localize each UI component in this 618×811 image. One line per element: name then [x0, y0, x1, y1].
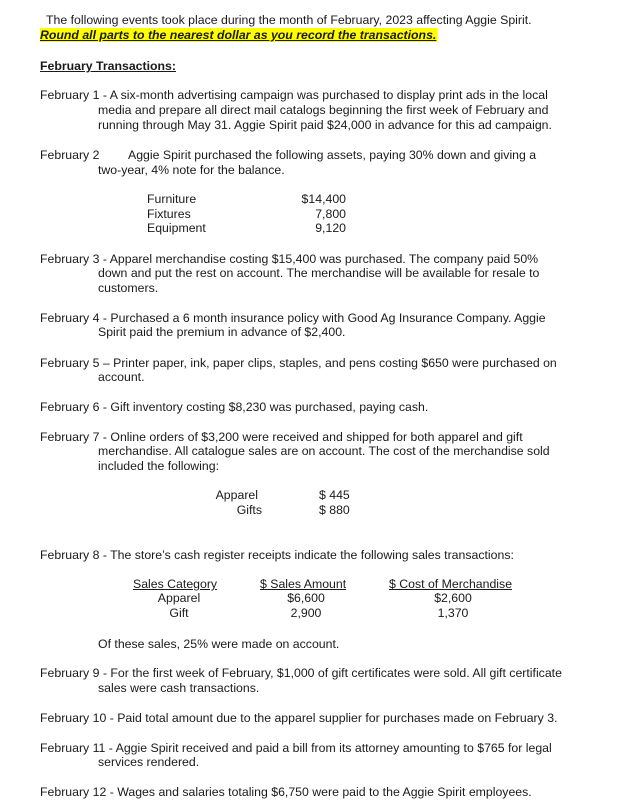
- header-cost-of-merchandise: $ Cost of Merchandise: [389, 577, 513, 591]
- feb12-line1: February 12 - Wages and salaries totaling $6,750 were paid to the Aggie Spirit employees.: [40, 785, 532, 799]
- round-note: [40, 28, 437, 42]
- feb11-line1: February 11 - Aggie Spirit received and paid a bill from its attorney amounting to $765 for legal: [40, 741, 552, 755]
- feb6-line1: February 6 - Gift inventory costing $8,230 was purchased, paying cash.: [40, 400, 429, 414]
- feb9-line2: sales were cash transactions.: [98, 681, 260, 695]
- intro-text: The following events took place during the month of February, 2023 affecting Aggie Spirit.: [46, 13, 532, 27]
- asset-amount: 7,800: [315, 207, 346, 221]
- header-sales-amount: $ Sales Amount: [260, 577, 347, 591]
- feb2-line1: Aggie Spirit purchased the following assets, paying 30% down and giving a: [128, 148, 537, 162]
- feb3-line1: February 3 - Apparel merchandise costing $15,400 was purchased. The company paid 50%: [40, 252, 539, 266]
- feb3-line3: customers.: [98, 281, 159, 295]
- row-amount: $6,600: [287, 591, 325, 605]
- feb2-line2: two-year, 4% note for the balance.: [98, 163, 285, 177]
- row-category: Gift: [169, 606, 189, 620]
- cost-item-amount: $ 880: [319, 503, 350, 517]
- feb4-line1: February 4 - Purchased a 6 month insurance policy with Good Ag Insurance Company. Aggie: [40, 311, 546, 325]
- feb5-line1: February 5 – Printer paper, ink, paper clips, staples, and pens costing $650 were purchased on: [40, 356, 557, 370]
- feb11-line2: services rendered.: [98, 755, 200, 769]
- feb1-line1: February 1 - A six-month advertising campaign was purchased to display print ads in the local: [40, 88, 548, 102]
- cost-item-name: Apparel: [215, 488, 258, 502]
- feb9-line1: February 9 - For the first week of February, $1,000 of gift certificates were sold. All gift certificate: [40, 666, 562, 680]
- feb7-line2: merchandise. All catalogue sales are on account. The cost of the merchandise sold: [98, 444, 550, 458]
- feb2-date: February 2: [40, 148, 100, 162]
- row-category: Apparel: [157, 591, 201, 605]
- feb8-note: Of these sales, 25% were made on account.: [98, 637, 340, 651]
- feb7-line1: February 7 - Online orders of $3,200 were received and shipped for both apparel and gift: [40, 430, 523, 444]
- feb1-line2: media and prepare all direct mail catalogs beginning the first week of February and: [98, 103, 549, 117]
- row-cost: 1,370: [437, 606, 469, 620]
- section-title: February Transactions:: [40, 59, 176, 73]
- cost-item-name: Gifts: [236, 503, 262, 517]
- feb8-line1: February 8 - The store’s cash register receipts indicate the following sales transactions:: [40, 548, 514, 562]
- header-sales-category: Sales Category: [133, 577, 218, 591]
- asset-amount: $14,400: [301, 192, 346, 206]
- row-amount: 2,900: [290, 606, 322, 620]
- feb10-line1: February 10 - Paid total amount due to the apparel supplier for purchases made on February 3.: [40, 711, 558, 725]
- feb4-line2: Spirit paid the premium in advance of $2,400.: [98, 325, 346, 339]
- feb5-line2: account.: [98, 370, 145, 384]
- feb7-line3: included the following:: [98, 459, 219, 473]
- feb1-line3: running through May 31. Aggie Spirit paid $24,000 in advance for this ad campaign.: [98, 118, 552, 132]
- round-note-text: Round all parts to the nearest dollar as you record the transactions.: [40, 28, 437, 42]
- feb3-line2: down and put the rest on account. The merchandise will be available for resale to: [98, 266, 540, 280]
- asset-name: Equipment: [147, 221, 206, 235]
- asset-name: Fixtures: [147, 207, 191, 221]
- cost-item-amount: $ 445: [319, 488, 350, 502]
- asset-amount: 9,120: [315, 221, 346, 235]
- asset-name: Furniture: [147, 192, 197, 206]
- row-cost: $2,600: [434, 591, 472, 605]
